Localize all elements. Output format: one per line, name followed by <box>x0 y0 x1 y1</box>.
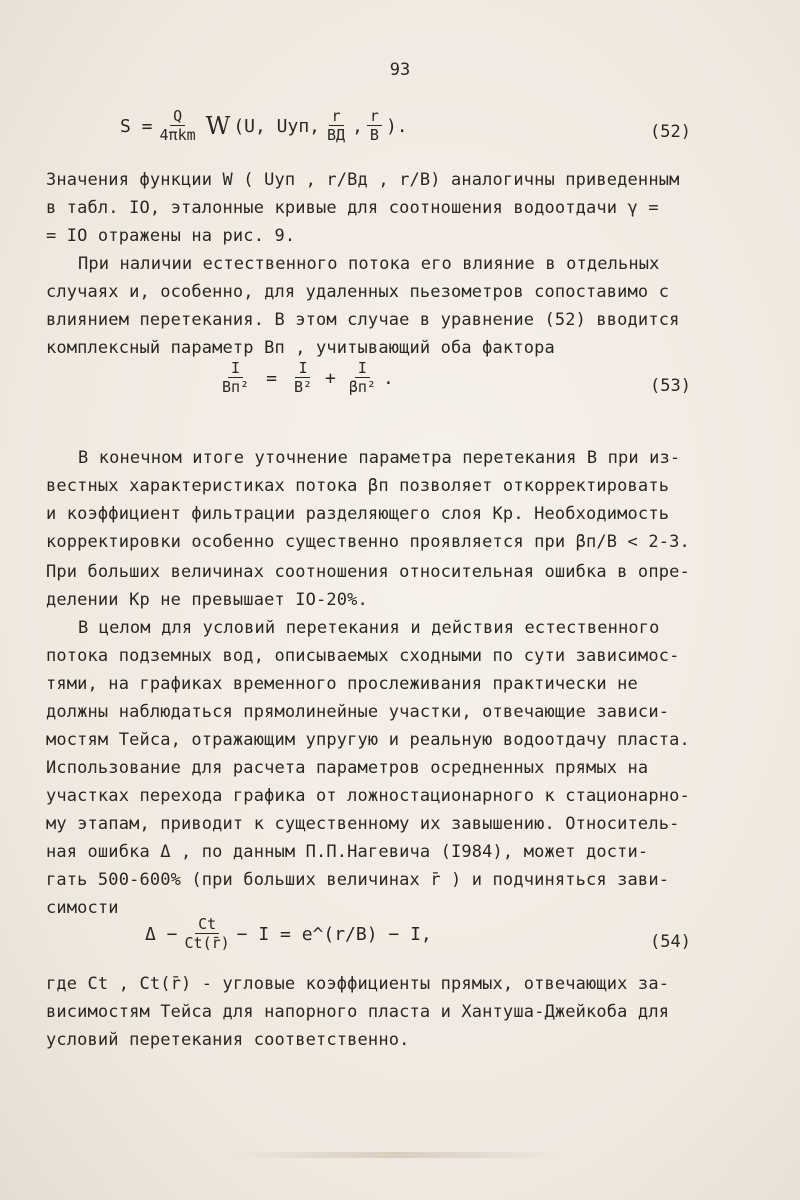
text-line: вестных характеристиках потока βп позволяет откорректировать <box>46 476 670 496</box>
text-line: корректировки особенно существенно проявляется при βп/B < 2-3. <box>46 532 690 552</box>
eq52-label: (52) <box>650 122 691 142</box>
eq54-num: Ct <box>195 916 219 934</box>
text-line: При наличии естественного потока его влияние в отдельных <box>78 254 660 274</box>
eq53-fraction-3 <box>346 360 379 396</box>
eq52-f1-num: r <box>329 108 344 126</box>
eq53-label: (53) <box>650 376 691 396</box>
eq52-f2-num: r <box>367 108 382 126</box>
text-line: висимостям Тейса для напорного пласта и Хантуша-Джейкоба для <box>46 1002 670 1022</box>
eq54-lhs: Δ − <box>145 923 178 945</box>
text-line: комплексный параметр Bп , учитывающий оба фактора <box>46 338 555 358</box>
text-line: условий перетекания соответственно. <box>46 1030 410 1050</box>
eq54-rhs: − I = e^(r/B) − I, <box>236 923 432 945</box>
eq53-fraction-1 <box>219 360 252 396</box>
eq52-close: ). <box>385 115 408 137</box>
eq53-num1: I <box>228 360 243 378</box>
text-line: ная ошибка Δ , по данным П.П.Нагевича (I984), может дости- <box>46 842 649 862</box>
eq52-numerator: Q <box>170 108 185 126</box>
eq53-num3: I <box>355 360 370 378</box>
eq53-den1: Bп² <box>222 378 250 397</box>
text-line: При больших величинах соотношения относительная ошибка в опре- <box>46 562 690 582</box>
text-line: влиянием перетекания. В этом случае в уравнение (52) вводится <box>46 310 680 330</box>
equation-53 <box>215 360 394 396</box>
eq52-denominator: 4πkm <box>159 126 196 145</box>
text-line: симости <box>46 898 119 918</box>
text-line: и коэффициент фильтрации разделяющего слоя Kр. Необходимость <box>46 504 670 524</box>
text-line: где Ct , Ct(r̄) - угловые коэффициенты прямых, отвечающих за- <box>46 974 670 994</box>
eq53-den3: βп² <box>348 378 376 397</box>
text-line: = IO отражены на рис. 9. <box>46 226 296 246</box>
eq53-fraction-2 <box>291 360 315 396</box>
text-line: Значения функции W ( Uуп , r/Bд , r/B) аналогичны приведенным <box>46 170 680 190</box>
equation-54 <box>145 916 432 952</box>
text-line: му этапам, приводит к существенному их завышению. Относитель- <box>46 814 680 834</box>
page-footer-smudge <box>230 1152 560 1158</box>
eq52-args: (U, Uуп, <box>233 115 321 137</box>
eq52-fraction-2 <box>324 108 348 144</box>
eq52-function: W <box>205 112 231 141</box>
text-line: гать 500-600% (при больших величинах r̄ ) и подчиняться зави- <box>46 870 670 890</box>
eq52-f1-den: BД <box>327 126 346 145</box>
eq52-lhs: S = <box>120 115 153 137</box>
eq53-den2: B² <box>293 378 312 397</box>
text-line: Использование для расчета параметров осредненных прямых на <box>46 758 649 778</box>
text-line: потока подземных вод, описываемых сходными по сути зависимос- <box>46 646 680 666</box>
text-line: делении Kр не превышает IO-20%. <box>46 590 368 610</box>
text-line: участках перехода графика от ложностационарного к стационарно- <box>46 786 690 806</box>
eq54-den: Ct(r̄) <box>184 934 230 953</box>
eq52-fraction <box>157 108 199 144</box>
eq53-plus: + <box>325 367 336 389</box>
eq53-end: . <box>382 367 394 389</box>
text-line: В конечном итоге уточнение параметра перетекания B при из- <box>78 448 681 468</box>
eq53-num2: I <box>295 360 310 378</box>
eq52-fraction-3 <box>367 108 382 144</box>
eq54-fraction <box>182 916 233 952</box>
text-line: случаях и, особенно, для удаленных пьезометров сопоставимо с <box>46 282 670 302</box>
page-number: 93 <box>389 60 411 80</box>
equation-52: S = $\frac{Q}{\text{4πkm}}$ W (U, Uуп, $\frac{r}{BД}$ , $\frac{r}{B}$ ). <box>120 107 408 145</box>
text-line: В целом для условий перетекания и действия естественного <box>78 618 660 638</box>
text-line: в табл. IO, эталонные кривые для соотношения водоотдачи γ = <box>46 198 659 218</box>
text-line: должны наблюдаться прямолинейные участки, отвечающие зависи- <box>46 702 670 722</box>
text-line: тями, на графиках временного прослеживания практически не <box>46 674 638 694</box>
eq54-label: (54) <box>650 932 691 952</box>
eq52-f2-den: B <box>369 126 379 145</box>
eq53-equals: = <box>266 367 277 389</box>
text-line: мостям Тейса, отражающим упругую и реальную водоотдачу пласта. <box>46 730 690 750</box>
